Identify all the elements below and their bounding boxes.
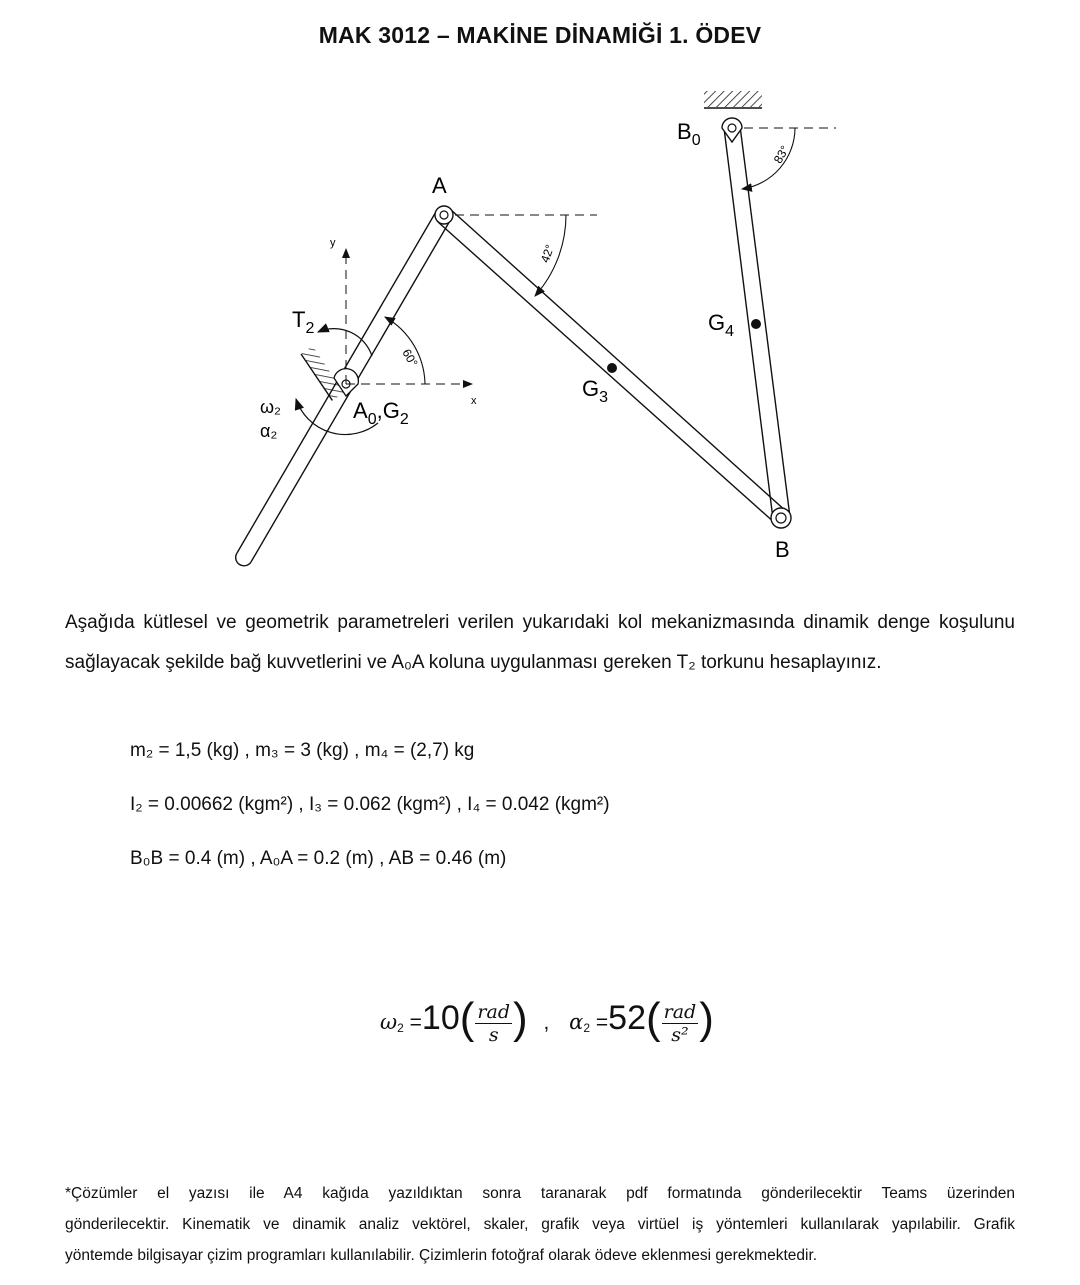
label-g4: $G_4$ (708, 310, 735, 340)
page-title: MAK 3012 – MAKİNE DİNAMİĞİ 1. ÖDEV (318, 22, 762, 48)
inertia-values: I₂ = 0.00662 (kgm²) , I₃ = 0.062 (kgm²) , I₄ = 0.042 (kgm²) (130, 794, 610, 815)
label-angle-83: 83° (770, 143, 793, 166)
label-a0-g2: $A_0,G_2$ (353, 398, 409, 428)
given-velocity-acceleration: ω2 =10( $\frac{\text{rad}}{s}$ ) , α2 =52( $\frac{\text{rad}}{\text{s²}}$ ) (380, 994, 714, 1046)
com-g3 (607, 363, 617, 373)
torque-t2-arrow (318, 329, 372, 356)
label-b0: $B_0$ (677, 119, 701, 149)
label-angle-60: 60° (399, 346, 421, 370)
ground-hatch-b0 (704, 91, 762, 107)
joint-b (771, 508, 791, 528)
submission-note: *Çözümler el yazısı ile A4 kağıda yazıldıktan sonra taranarak pdf formatında gönderilecektir Teams üzerinden gönderilecektir. Kinematik ve dinamik analiz vektörel, skaler, grafik veya virtüel iş yöntemleri kullanılarak yapılabilir. Grafik yöntemde bilgisayar çizim programları kullanılabilir. Çizimlerin fotoğraf olarak ödeve eklenmesi gerekmektedir. (65, 1185, 1015, 1264)
label-b: B (775, 537, 790, 562)
problem-statement: Aşağıda kütlesel ve geometrik parametreleri verilen yukarıdaki kol mekanizmasında dinamik denge koşulunu sağlayacak şekilde bağ kuvvetlerini ve A₀A koluna uygulanması gereken T₂ torkunu hesaplayınız. (65, 612, 1015, 673)
label-t2: $T_2$ (292, 307, 315, 337)
label-alpha2: α₂ (260, 421, 278, 441)
mass-values: m₂ = 1,5 (kg) , m₃ = 3 (kg) , m₄ = (2,7) kg (130, 740, 475, 761)
mechanism-figure (0, 0, 1080, 590)
alpha-value: 52 (608, 999, 646, 1037)
label-axis-x: x (471, 395, 477, 407)
com-g4 (751, 319, 761, 329)
label-omega2: ω₂ (260, 397, 282, 417)
label-axis-y: y (330, 237, 336, 249)
label-g3: $G_3$ (582, 376, 609, 406)
length-values: B₀B = 0.4 (m) , A₀A = 0.2 (m) , AB = 0.46 (m) (130, 848, 507, 869)
label-angle-42: 42° (537, 242, 558, 265)
omega-value: 10 (421, 999, 460, 1037)
joint-a (435, 206, 453, 224)
label-a: A (432, 173, 447, 198)
